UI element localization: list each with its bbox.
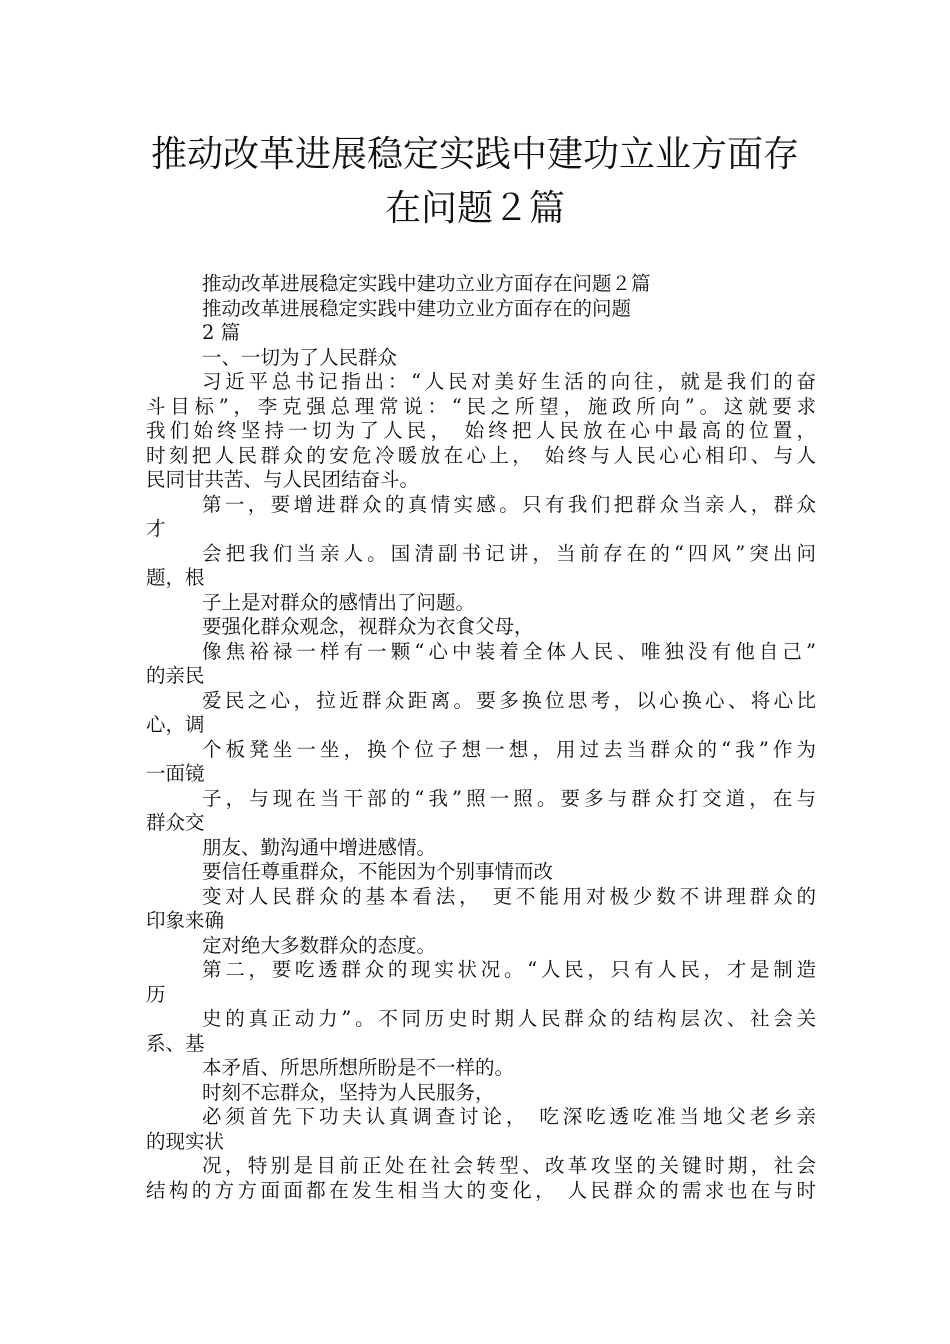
body-line: 结构的方方面面都在发生相当大的变化， 人民群众的需求也在与时 <box>146 1178 816 1202</box>
body-line: 要信任尊重群众，不能因为个别事情而改 <box>202 860 554 883</box>
body-line: 群众交 <box>146 811 205 834</box>
body-line: 一、一切为了人民群众 <box>202 345 398 369</box>
body-line: 印象来确 <box>146 909 225 932</box>
body-line: 要强化群众观念，视群众为衣食父母， <box>202 615 534 638</box>
body-line: 史的真正动力”。不同历史时期人民群众的结构层次、社会关 <box>202 1007 816 1030</box>
title-line-1: 推动改革进展稳定实践中建功立业方面存 <box>150 134 799 175</box>
body-line: 的亲民 <box>146 664 205 687</box>
body-line: 会把我们当亲人。国清副书记讲，当前存在的“四风”突出问 <box>202 541 816 565</box>
body-line: 历 <box>146 982 166 1006</box>
body-line: 系、基 <box>146 1031 205 1055</box>
body-line: 第一，要增进群众的真情实感。只有我们把群众当亲人，群众 <box>202 492 816 516</box>
body-line: 爱民之心，拉近群众距离。要多换位思考，以心换心、将心比 <box>202 688 816 712</box>
title-line-2: 在问题２篇 <box>384 188 565 229</box>
body-line: 况，特别是目前正处在社会转型、改革攻坚的关键时期，社会 <box>202 1154 816 1177</box>
body-line: 推动改革进展稳定实践中建功立业方面存在的问题 <box>202 296 632 320</box>
body-line: 的现实状 <box>146 1129 225 1153</box>
body-line: 子，与现在当干部的“我”照一照。要多与群众打交道，在与 <box>202 786 816 810</box>
body-line: 一面镜 <box>146 762 205 785</box>
document-title <box>0 128 950 236</box>
body-line: 习近平总书记指出：“人民对美好生活的向往，就是我们的奋 <box>202 370 816 393</box>
body-line: 朋友、勤沟通中增进感情。 <box>202 835 437 859</box>
body-line: 第二，要吃透群众的现实状况。“人民，只有人民，才是制造 <box>202 958 816 981</box>
document-body <box>146 272 816 1203</box>
body-line: 子上是对群众的感情出了问题。 <box>202 590 476 614</box>
body-line: 推动改革进展稳定实践中建功立业方面存在问题２篇 <box>202 272 651 295</box>
body-line: 民同甘共苦、与人民团结奋斗。 <box>146 468 420 491</box>
body-line: 时刻把人民群众的安危冷暖放在心上， 始终与人民心心相印、与人 <box>146 443 816 467</box>
body-line: 才 <box>146 517 166 540</box>
body-line: 像焦裕禄一样有一颗“心中装着全体人民、唯独没有他自己” <box>202 639 816 663</box>
body-line: 我们始终坚持一切为了人民， 始终把人民放在心中最高的位置， <box>146 419 816 442</box>
body-line: 定对绝大多数群众的态度。 <box>202 933 437 957</box>
body-line: 必须首先下功夫认真调查讨论， 吃深吃透吃准当地父老乡亲 <box>202 1105 816 1128</box>
body-line: 斗目标”，李克强总理常说：“民之所望，施政所向”。这就要求 <box>146 394 816 418</box>
body-line: 变对人民群众的基本看法， 更不能用对极少数不讲理群众的 <box>202 884 816 908</box>
body-line: 题，根 <box>146 566 205 589</box>
body-line: 心，调 <box>146 713 205 736</box>
body-line: 本矛盾、所思所想所盼是不一样的。 <box>202 1056 515 1079</box>
body-line: 2 篇 <box>202 321 241 344</box>
body-line: 时刻不忘群众，坚持为人民服务， <box>202 1080 495 1104</box>
body-line: 个板凳坐一坐，换个位子想一想，用过去当群众的“我”作为 <box>202 737 816 761</box>
